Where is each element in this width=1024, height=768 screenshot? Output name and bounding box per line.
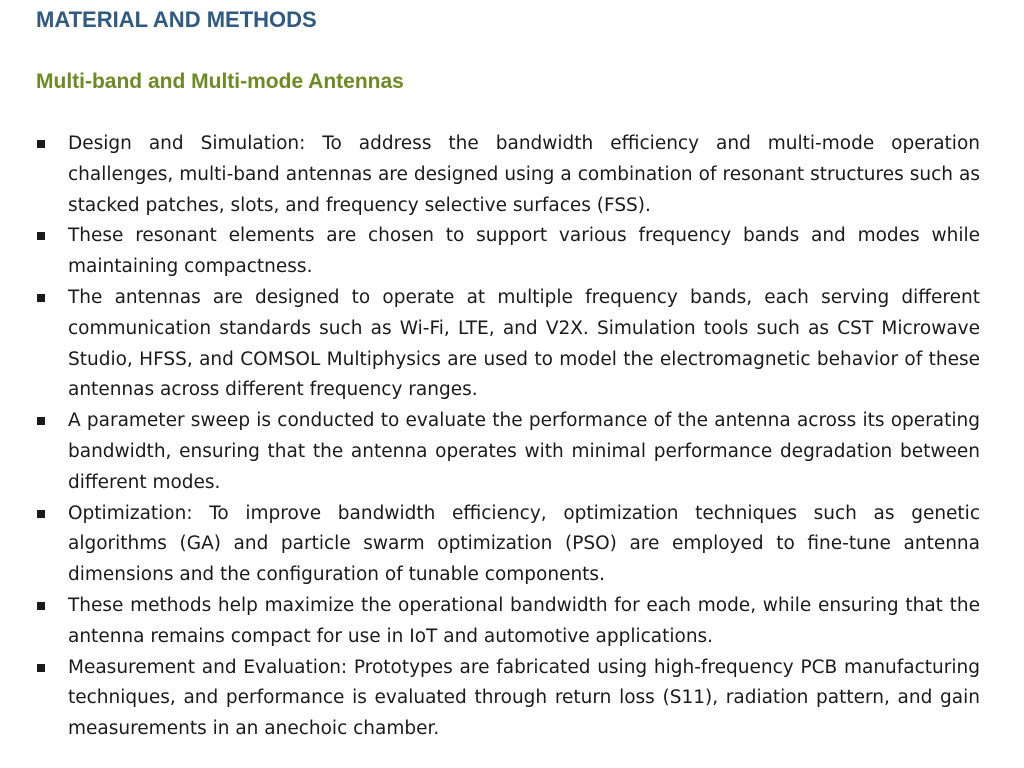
bullet-text: The antennas are designed to operate at multiple frequency bands, each serving different communication standards such as Wi-Fi, LTE, and V2X. Simulation tools such as CST Microwave Studio, HFSS, and COMSOL Multiphysics are used to model the electromagnetic behavior of these antennas across different frequency ranges. (68, 286, 980, 401)
slide-subtitle: Multi-band and Multi-mode Antennas (36, 70, 404, 93)
square-bullet-icon (37, 602, 45, 610)
bullet-item (36, 591, 980, 653)
square-bullet-icon (37, 294, 45, 302)
bullet-text: A parameter sweep is conducted to evaluate the performance of the antenna across its operating bandwidth, ensuring that the antenna operates with minimal performance degradation between different modes. (68, 410, 980, 493)
square-bullet-icon (37, 664, 45, 672)
bullet-item (36, 283, 980, 406)
slide-title: MATERIAL AND METHODS (36, 7, 317, 32)
square-bullet-icon (37, 417, 45, 425)
bullet-list (36, 129, 980, 745)
bullet-item (36, 499, 980, 591)
bullet-item (36, 406, 980, 498)
bullet-text: These methods help maximize the operational bandwidth for each mode, while ensuring that the antenna remains compact for use in IoT and automotive applications. (68, 594, 980, 647)
bullet-item (36, 129, 980, 221)
bullet-text: These resonant elements are chosen to support various frequency bands and modes while maintaining compactness. (68, 225, 980, 278)
square-bullet-icon (37, 140, 45, 148)
bullet-item (36, 221, 980, 283)
bullet-item (36, 653, 980, 745)
square-bullet-icon (37, 510, 45, 518)
bullet-text: Optimization: To improve bandwidth efficiency, optimization techniques such as genetic algorithms (GA) and particle swarm optimization (PSO) are employed to fine-tune antenna dimensions and the configuration of tunable components. (68, 502, 980, 586)
bullet-text: Design and Simulation: To address the bandwidth efficiency and multi-mode operation challenges, multi-band antennas are designed using a combination of resonant structures such as stacked patches, slots, and frequency selective surfaces (FSS). (68, 133, 980, 216)
square-bullet-icon (37, 232, 45, 240)
bullet-text: Measurement and Evaluation: Prototypes are fabricated using high-frequency PCB manufacturing techniques, and performance is evaluated through return loss (S11), radiation pattern, and gain measurements in an anechoic chamber. (68, 656, 980, 740)
